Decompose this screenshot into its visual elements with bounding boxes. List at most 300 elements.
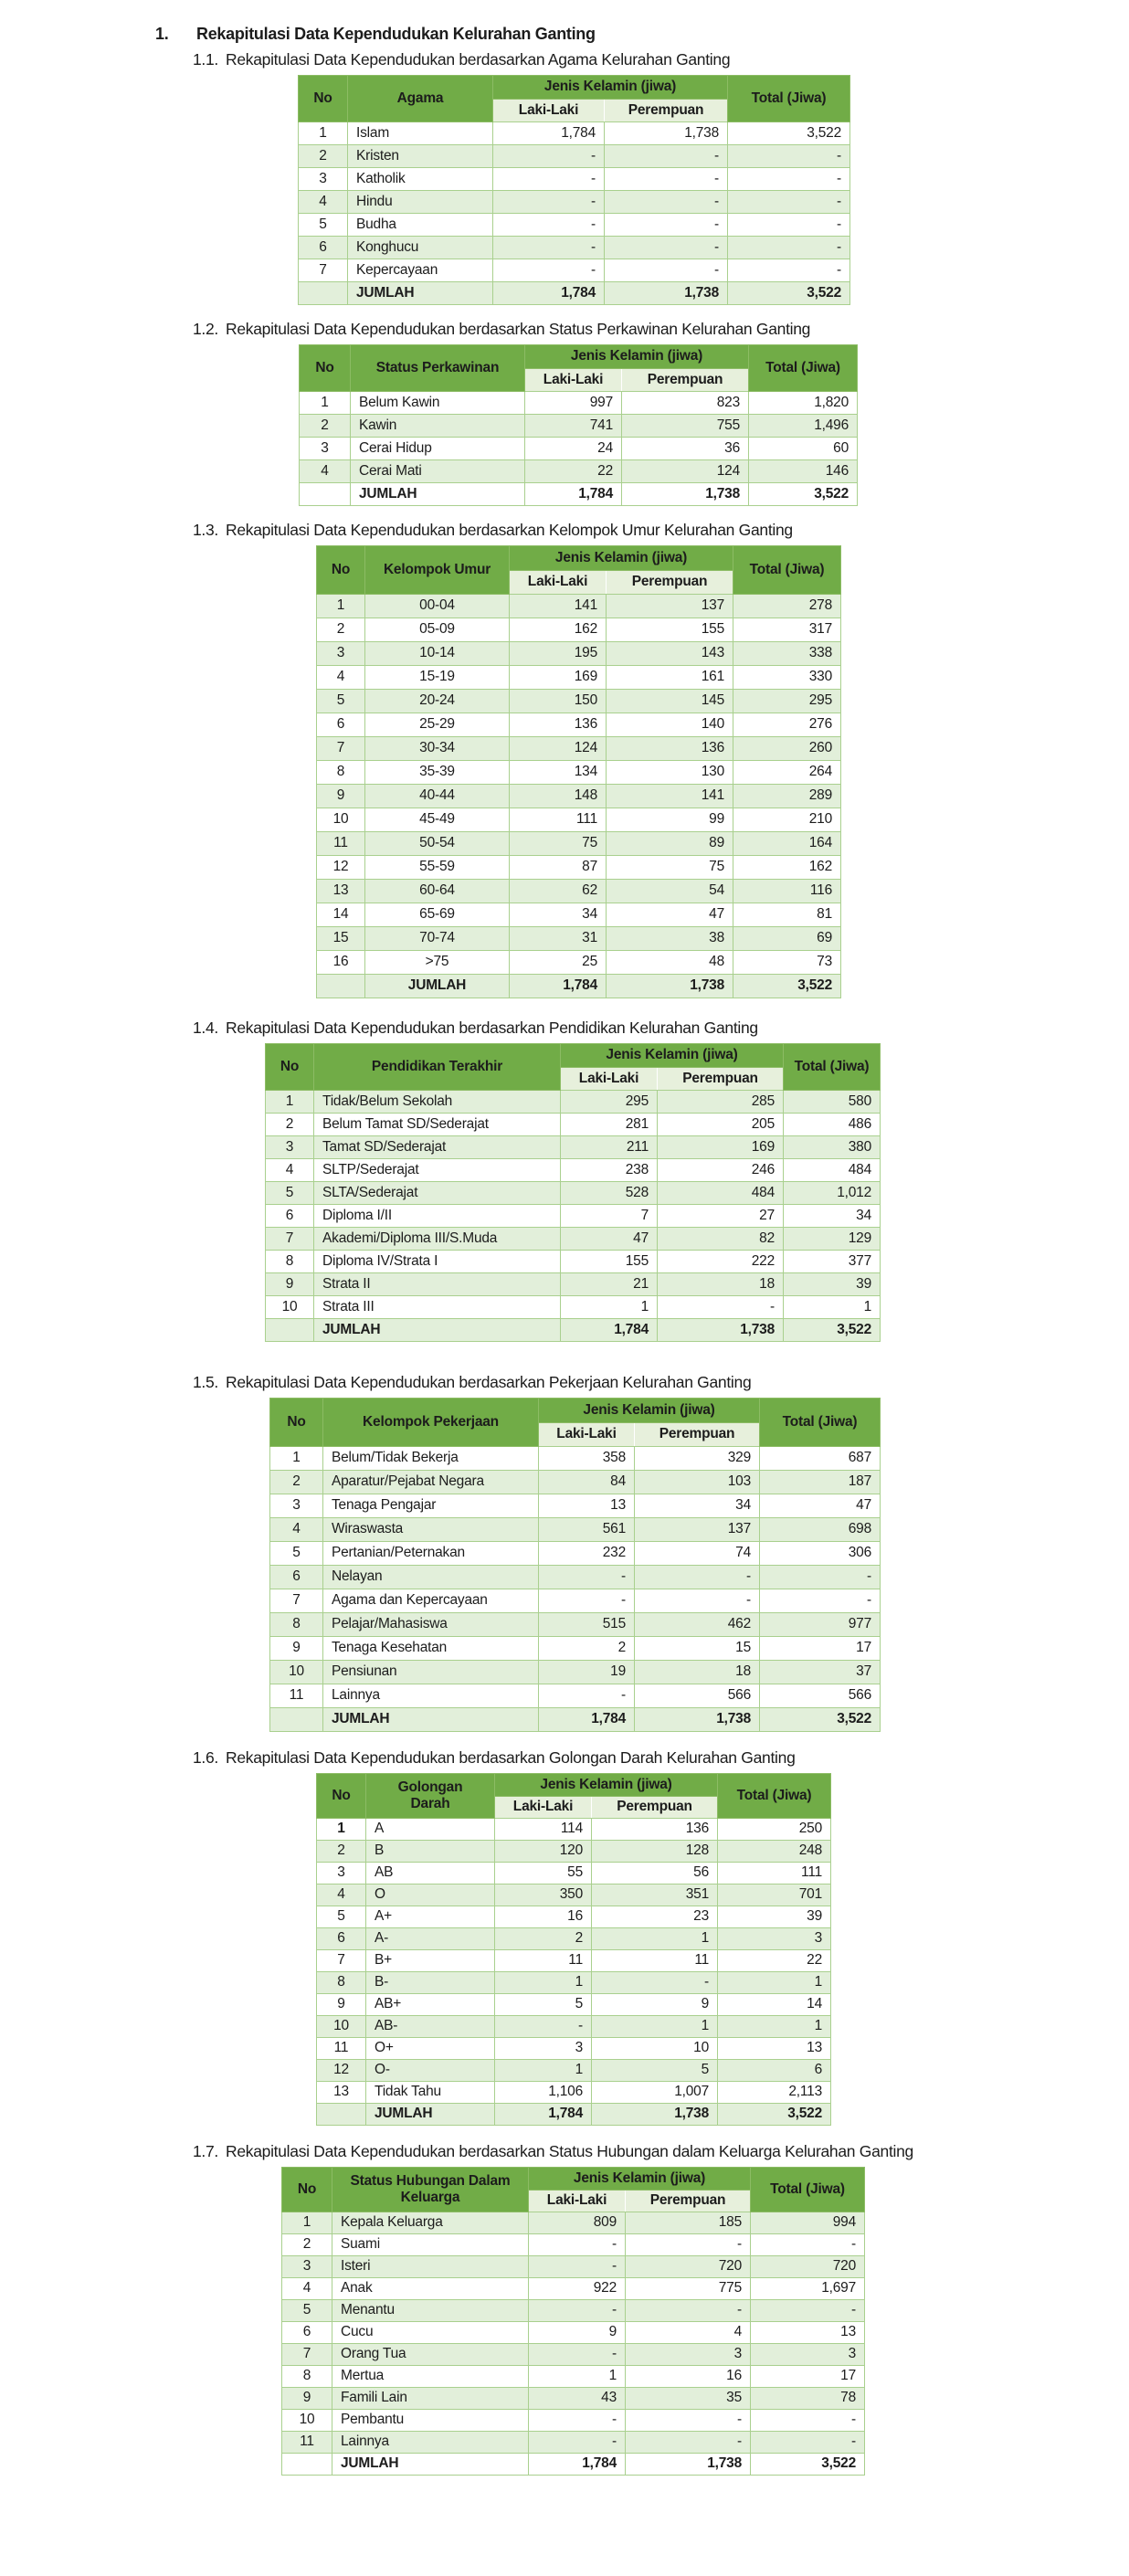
table-header [299,75,850,121]
table-header-category: Agama [348,75,493,121]
jumlah-total: 3,522 [733,974,841,998]
cell-category: A- [366,1927,495,1949]
jumlah-total: 3,522 [749,482,858,505]
cell-female: 5 [592,2059,718,2081]
table-header-female: Perempuan [607,570,733,594]
cell-category: Aparatur/Pejabat Negara [323,1470,539,1494]
table-row [317,879,841,903]
cell-male: 3 [495,2037,592,2059]
table-footer-row [266,1318,881,1341]
cell-female: 566 [635,1684,760,1707]
jumlah-female: 1,738 [592,2103,718,2125]
table-row [317,950,841,974]
section-heading [193,1373,1129,1392]
table-row [317,594,841,618]
cell-category: Strata III [314,1295,561,1318]
cell-no: 1 [300,391,351,414]
cell-male: 124 [510,736,607,760]
cell-total: 13 [718,2037,831,2059]
cell-category: 55-59 [365,855,510,879]
table-row [266,1250,881,1272]
cell-no: 1 [282,2212,332,2233]
table-body [299,121,850,304]
cell-no [300,482,351,505]
table-header-total: Total (Jiwa) [784,1043,881,1090]
cell-no: 3 [282,2255,332,2277]
cell-total: 698 [760,1517,881,1541]
table-row [299,213,850,236]
cell-total: 34 [784,1204,881,1227]
cell-no: 8 [317,760,365,784]
cell-category: Islam [348,121,493,144]
jumlah-male: 1,784 [495,2103,592,2125]
jumlah-female: 1,738 [605,281,728,304]
population-table [316,545,841,998]
cell-total: 317 [733,618,841,641]
table-row [300,391,858,414]
cell-female: 34 [635,1494,760,1517]
cell-total: 116 [733,879,841,903]
jumlah-total: 3,522 [718,2103,831,2125]
table-row [266,1295,881,1318]
cell-no: 8 [282,2365,332,2387]
table-header-row [270,1398,881,1422]
cell-female: - [635,1589,760,1612]
section [0,1019,1129,1342]
cell-male: 13 [539,1494,635,1517]
cell-total: 129 [784,1227,881,1250]
cell-no: 10 [266,1295,314,1318]
cell-no: 7 [317,736,365,760]
table-body [282,2212,865,2475]
section-title: Rekapitulasi Data Kependudukan berdasarkan Kelompok Umur Kelurahan Ganting [226,520,793,539]
cell-female: 775 [626,2277,751,2299]
cell-male: 75 [510,831,607,855]
cell-female: 1 [592,2015,718,2037]
table-header-row [299,75,850,99]
cell-male: 114 [495,1818,592,1840]
table-header-female: Perempuan [658,1067,784,1090]
cell-total: 17 [751,2365,865,2387]
cell-female: 4 [626,2321,751,2343]
cell-category: Kawin [351,414,525,437]
cell-female: 18 [658,1272,784,1295]
table-header-category: Status Perkawinan [351,344,525,391]
main-heading-number: 1. [155,25,169,43]
table-row [299,144,850,167]
cell-category: B+ [366,1949,495,1971]
cell-total: - [728,144,850,167]
cell-total: 187 [760,1470,881,1494]
cell-category: Tenaga Pengajar [323,1494,539,1517]
cell-no: 7 [270,1589,323,1612]
table-header-female: Perempuan [635,1422,760,1446]
cell-category: 10-14 [365,641,510,665]
cell-category: Diploma I/II [314,1204,561,1227]
cell-total: - [728,167,850,190]
cell-female: 161 [607,665,733,689]
table-header-no: No [300,344,351,391]
table-row [317,2081,831,2103]
cell-female: 16 [626,2365,751,2387]
cell-male: 87 [510,855,607,879]
cell-female: 140 [607,713,733,736]
cell-female: 137 [607,594,733,618]
cell-female: 56 [592,1862,718,1884]
cell-no: 12 [317,2059,366,2081]
jumlah-label: JUMLAH [314,1318,561,1341]
jumlah-total: 3,522 [760,1707,881,1731]
cell-no: 5 [317,1906,366,1927]
cell-total: 484 [784,1158,881,1181]
cell-no: 13 [317,2081,366,2103]
cell-female: 103 [635,1470,760,1494]
cell-total: 1,697 [751,2277,865,2299]
jumlah-label: JUMLAH [366,2103,495,2125]
cell-female: - [605,236,728,259]
cell-no [299,281,348,304]
table-body [300,391,858,505]
cell-total: 687 [760,1446,881,1470]
table-row [317,926,841,950]
table-header-gender-group: Jenis Kelamin (jiwa) [493,75,728,99]
cell-male: 150 [510,689,607,713]
table-row [266,1181,881,1204]
cell-category: 40-44 [365,784,510,808]
cell-no: 9 [317,1993,366,2015]
cell-male: 238 [561,1158,658,1181]
cell-no: 11 [317,831,365,855]
cell-female: - [605,144,728,167]
table-header-female: Perempuan [626,2190,751,2212]
table-body [270,1446,881,1731]
section-title: Rekapitulasi Data Kependudukan berdasarkan Pendidikan Kelurahan Ganting [226,1018,758,1037]
cell-female: - [626,2299,751,2321]
cell-category: 30-34 [365,736,510,760]
cell-category: Diploma IV/Strata I [314,1250,561,1272]
table-header-category: Pendidikan Terakhir [314,1043,561,1090]
cell-male: 997 [525,391,622,414]
table-header-total: Total (Jiwa) [749,344,858,391]
cell-category: 70-74 [365,926,510,950]
cell-female: 222 [658,1250,784,1272]
jumlah-male: 1,784 [510,974,607,998]
cell-female: 23 [592,1906,718,1927]
cell-total: - [760,1589,881,1612]
cell-male: - [493,190,605,213]
cell-male: 1 [495,1971,592,1993]
jumlah-label: JUMLAH [348,281,493,304]
cell-male: 141 [510,594,607,618]
cell-category: Lainnya [323,1684,539,1707]
table-row [270,1494,881,1517]
cell-total: 162 [733,855,841,879]
table-row [317,1818,831,1840]
cell-no: 5 [270,1541,323,1565]
cell-female: 1 [592,1927,718,1949]
cell-total: - [760,1565,881,1589]
cell-total: 260 [733,736,841,760]
cell-female: 75 [607,855,733,879]
cell-category: Cerai Mati [351,459,525,482]
sections-container [0,50,1129,2476]
cell-male: 809 [529,2212,626,2233]
cell-category: 50-54 [365,831,510,855]
table-row [266,1272,881,1295]
section-title: Rekapitulasi Data Kependudukan berdasarkan Golongan Darah Kelurahan Ganting [226,1747,796,1767]
section [0,1748,1129,2126]
table-row [317,1906,831,1927]
table-header [266,1043,881,1090]
cell-category: Hindu [348,190,493,213]
cell-no [317,2103,366,2125]
cell-no: 9 [282,2387,332,2409]
table-header-total: Total (Jiwa) [733,545,841,594]
table-row [266,1158,881,1181]
cell-male: 195 [510,641,607,665]
cell-no: 5 [299,213,348,236]
cell-no: 8 [317,1971,366,1993]
cell-total: 1 [718,1971,831,1993]
cell-female: 137 [635,1517,760,1541]
section [0,521,1129,998]
cell-total: 377 [784,1250,881,1272]
cell-male: - [493,213,605,236]
cell-category: Tamat SD/Sederajat [314,1135,561,1158]
cell-male: 55 [495,1862,592,1884]
table-row [270,1470,881,1494]
cell-category: A [366,1818,495,1840]
cell-no: 10 [317,2015,366,2037]
table-row [317,2015,831,2037]
cell-category: Orang Tua [332,2343,529,2365]
cell-no: 3 [299,167,348,190]
table-header-total: Total (Jiwa) [728,75,850,121]
cell-category: 45-49 [365,808,510,831]
cell-no: 10 [270,1660,323,1684]
cell-female: 89 [607,831,733,855]
cell-male: 120 [495,1840,592,1862]
table-row [270,1589,881,1612]
cell-female: 720 [626,2255,751,2277]
cell-total: 248 [718,1840,831,1862]
cell-no: 16 [317,950,365,974]
table-header [317,1773,831,1818]
cell-male: - [529,2343,626,2365]
cell-male: 25 [510,950,607,974]
table-row [317,831,841,855]
cell-female: 18 [635,1660,760,1684]
table-row [270,1565,881,1589]
section-heading [193,521,1129,540]
section-number: 1.6. [193,1747,218,1767]
table-header-no: No [317,1773,366,1818]
cell-male: - [495,2015,592,2037]
table-row [266,1113,881,1135]
cell-category: Kepala Keluarga [332,2212,529,2233]
cell-category: SLTP/Sederajat [314,1158,561,1181]
cell-male: - [529,2255,626,2277]
cell-male: 111 [510,808,607,831]
cell-no: 1 [317,594,365,618]
cell-category: Cucu [332,2321,529,2343]
population-table [265,1043,881,1342]
section-heading [193,50,1129,69]
section-number: 1.3. [193,520,218,539]
cell-male: 295 [561,1090,658,1113]
table-header-gender-group: Jenis Kelamin (jiwa) [495,1773,718,1796]
cell-total: - [728,213,850,236]
cell-female: 10 [592,2037,718,2059]
section-number: 1.5. [193,1372,218,1391]
cell-total: 977 [760,1612,881,1636]
cell-category: O+ [366,2037,495,2059]
table-header-total: Total (Jiwa) [718,1773,831,1818]
cell-no: 6 [266,1204,314,1227]
cell-category: >75 [365,950,510,974]
cell-male: 1,106 [495,2081,592,2103]
cell-no: 4 [300,459,351,482]
cell-female: 462 [635,1612,760,1636]
table-row [299,190,850,213]
section-heading [193,1748,1129,1768]
cell-no: 10 [317,808,365,831]
table-header-row [317,545,841,570]
cell-no: 13 [317,879,365,903]
table-header-no: No [299,75,348,121]
table-header-male: Laki-Laki [561,1067,658,1090]
table-header [300,344,858,391]
table-header-row [266,1043,881,1067]
cell-total: 250 [718,1818,831,1840]
table-header-total: Total (Jiwa) [751,2167,865,2212]
cell-category: Lainnya [332,2431,529,2453]
cell-female: 74 [635,1541,760,1565]
cell-male: - [493,144,605,167]
table-header-category: Golongan Darah [366,1773,495,1818]
section-heading [193,1019,1129,1038]
cell-female: - [605,259,728,281]
cell-male: 169 [510,665,607,689]
table-header-row [300,344,858,368]
table-footer-row [317,974,841,998]
table-row [270,1446,881,1470]
table-header-gender-group: Jenis Kelamin (jiwa) [561,1043,784,1067]
cell-category: Menantu [332,2299,529,2321]
cell-category: Cerai Hidup [351,437,525,459]
cell-category: 35-39 [365,760,510,784]
jumlah-total: 3,522 [751,2453,865,2475]
section-title: Rekapitulasi Data Kependudukan berdasarkan Status Hubungan dalam Keluarga Kelurahan Ganting [226,2141,913,2160]
cell-female: - [635,1565,760,1589]
table-row [282,2233,865,2255]
cell-no: 14 [317,903,365,926]
table-footer-row [317,2103,831,2125]
cell-male: 211 [561,1135,658,1158]
cell-no: 3 [270,1494,323,1517]
cell-no: 2 [270,1470,323,1494]
table-header-no: No [282,2167,332,2212]
cell-male: 232 [539,1541,635,1565]
cell-male: 1 [561,1295,658,1318]
cell-female: 145 [607,689,733,713]
jumlah-label: JUMLAH [365,974,510,998]
table-row [282,2409,865,2431]
cell-male: - [539,1565,635,1589]
cell-female: - [658,1295,784,1318]
cell-no: 5 [266,1181,314,1204]
cell-total: 6 [718,2059,831,2081]
jumlah-male: 1,784 [525,482,622,505]
cell-category: Tidak/Belum Sekolah [314,1090,561,1113]
cell-no: 2 [317,618,365,641]
table-footer-row [300,482,858,505]
section-title: Rekapitulasi Data Kependudukan berdasarkan Pekerjaan Kelurahan Ganting [226,1372,752,1391]
cell-male: 24 [525,437,622,459]
cell-total: 22 [718,1949,831,1971]
cell-female: 351 [592,1884,718,1906]
table-row [317,2059,831,2081]
jumlah-female: 1,738 [622,482,749,505]
cell-no: 7 [317,1949,366,1971]
cell-no: 5 [317,689,365,713]
table-header-gender-group: Jenis Kelamin (jiwa) [529,2167,751,2190]
cell-male: 62 [510,879,607,903]
table-row [270,1636,881,1660]
table-row [317,903,841,926]
cell-male: 7 [561,1204,658,1227]
cell-category: Tidak Tahu [366,2081,495,2103]
table-row [317,1949,831,1971]
cell-total: 580 [784,1090,881,1113]
cell-total: 1,820 [749,391,858,414]
jumlah-female: 1,738 [607,974,733,998]
cell-category: SLTA/Sederajat [314,1181,561,1204]
cell-female: 47 [607,903,733,926]
table-header-category: Kelompok Umur [365,545,510,594]
population-table [281,2167,865,2476]
cell-category: Anak [332,2277,529,2299]
cell-no: 1 [317,1818,366,1840]
table-row [317,808,841,831]
cell-category: O [366,1884,495,1906]
cell-male: - [539,1589,635,1612]
cell-category: 60-64 [365,879,510,903]
cell-category: Budha [348,213,493,236]
cell-category: B- [366,1971,495,1993]
cell-total: - [751,2233,865,2255]
jumlah-female: 1,738 [626,2453,751,2475]
cell-male: - [529,2299,626,2321]
cell-total: 37 [760,1660,881,1684]
cell-male: 281 [561,1113,658,1135]
cell-female: 99 [607,808,733,831]
table-row [300,414,858,437]
cell-category: Belum Tamat SD/Sederajat [314,1113,561,1135]
cell-no: 6 [317,1927,366,1949]
cell-total: 17 [760,1636,881,1660]
cell-female: 169 [658,1135,784,1158]
cell-category: Pertanian/Peternakan [323,1541,539,1565]
table-row [266,1090,881,1113]
cell-total: 210 [733,808,841,831]
population-table [316,1773,831,2126]
cell-total: 486 [784,1113,881,1135]
jumlah-total: 3,522 [784,1318,881,1341]
cell-male: 5 [495,1993,592,2015]
table-row [317,1993,831,2015]
cell-no: 4 [266,1158,314,1181]
